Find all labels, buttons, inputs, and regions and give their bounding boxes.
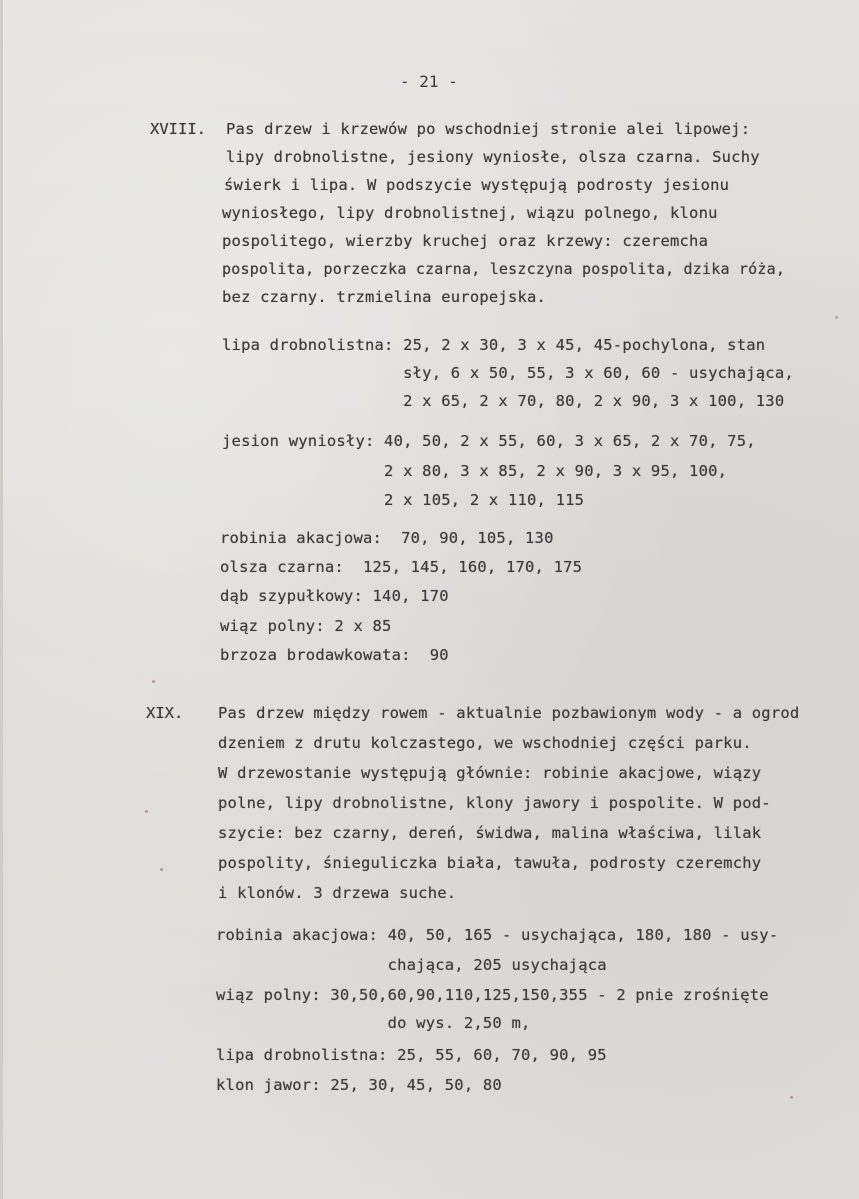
description-line: świerk i lipa. W podszycie występują podrosty jesionu — [224, 176, 730, 194]
description-line: pospolita, porzeczka czarna, leszczyna pospolita, dzika róża, — [222, 260, 786, 278]
description-line: pospolity, śnieguliczka biała, tawuła, podrosty czeremchy — [218, 854, 762, 872]
species-line: do wys. 2,50 m, — [216, 1014, 531, 1032]
species-line: robinia akacjowa: 70, 90, 105, 130 — [220, 529, 554, 547]
description-line: dzeniem z drutu kolczastego, we wschodniej części parku. — [218, 734, 752, 752]
species-line: wiąz polny: 30,50,60,90,110,125,150,355 - 2 pnie zrośnięte — [216, 986, 769, 1004]
description-line: wyniosłego, lipy drobnolistnej, wiązu polnego, klonu — [222, 204, 718, 222]
description-line: lipy drobnolistne, jesiony wyniosłe, olsza czarna. Suchy — [226, 148, 760, 166]
species-line: 2 x 65, 2 x 70, 80, 2 x 90, 3 x 100, 130 — [222, 392, 785, 410]
species-line: jesion wyniosły: 40, 50, 2 x 55, 60, 3 x 65, 2 x 70, 75, — [222, 432, 756, 450]
description-line: bez czarny. trzmielina europejska. — [222, 288, 547, 306]
species-line: lipa drobnolistna: 25, 2 x 30, 3 x 45, 45-pochylona, stan — [222, 336, 766, 354]
section-number: XIX. — [146, 704, 184, 722]
description-line: i klonów. 3 drzewa suche. — [218, 884, 457, 902]
paper-speck — [152, 680, 155, 683]
species-line: olsza czarna: 125, 145, 160, 170, 175 — [220, 558, 583, 576]
paper-speck — [160, 868, 163, 871]
species-line: 2 x 80, 3 x 85, 2 x 90, 3 x 95, 100, — [222, 462, 728, 480]
species-line: klon jawor: 25, 30, 45, 50, 80 — [216, 1076, 502, 1094]
species-line: chająca, 205 usychająca — [216, 956, 607, 974]
paper-speck — [145, 810, 148, 813]
section-number: XVIII. — [150, 120, 206, 138]
paper-speck — [835, 316, 838, 319]
species-line: wiąz polny: 2 x 85 — [220, 617, 392, 635]
description-line: W drzewostanie występują głównie: robinie akacjowe, wiązy — [218, 764, 762, 782]
species-line: dąb szypułkowy: 140, 170 — [220, 587, 449, 605]
description-line: Pas drzew i krzewów po wschodniej stronie alei lipowej: — [226, 120, 751, 138]
species-line: brzoza brodawkowata: 90 — [220, 646, 449, 664]
paper-speck — [790, 1096, 793, 1099]
species-line: sły, 6 x 50, 55, 3 x 60, 60 - usychająca, — [222, 364, 794, 382]
description-line: Pas drzew między rowem - aktualnie pozbawionym wody - a ogrod — [218, 704, 800, 722]
species-line: robinia akacjowa: 40, 50, 165 - usychająca, 180, 180 - usy- — [216, 926, 779, 944]
species-line: 2 x 105, 2 x 110, 115 — [222, 491, 585, 509]
description-line: szycie: bez czarny, dereń, świdwa, malina właściwa, lilak — [218, 824, 762, 842]
page-number: - 21 - — [400, 72, 458, 91]
species-line: lipa drobnolistna: 25, 55, 60, 70, 90, 95 — [216, 1046, 607, 1064]
description-line: polne, lipy drobnolistne, klony jawory i pospolite. W pod- — [218, 794, 771, 812]
description-line: pospolitego, wierzby kruchej oraz krzewy: czeremcha — [222, 232, 709, 250]
